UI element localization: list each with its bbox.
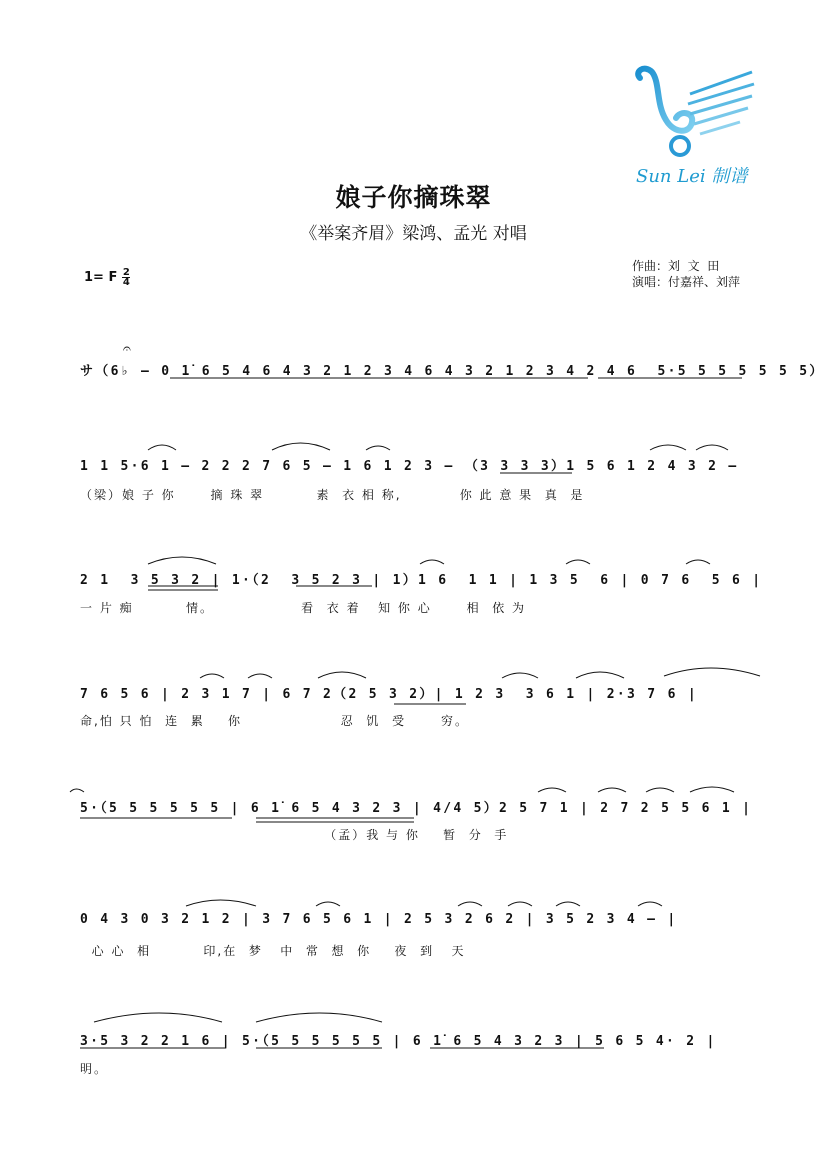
song-title: 娘子你摘珠翠 <box>335 183 492 212</box>
credits <box>632 258 740 290</box>
singers-names: 付嘉祥、刘萍 <box>668 275 741 289</box>
key-label: 1= F <box>84 270 118 285</box>
song-subtitle: 《举案齐眉》梁鸿、孟光 对唱 <box>300 224 527 244</box>
score-line-1: サ（6♭ — 0 1̇ 6 5 4 6 4 3 2 1 2 3 4 6 4 3 2 1 2 3 4 2 4 6 5·5 5 5 5 5 5 5） <box>80 364 825 379</box>
time-signature <box>122 268 130 287</box>
key-signature <box>84 268 130 287</box>
singers-label: 演唱： <box>632 275 669 289</box>
lyric-line-4: 命,怕 只 怕 连 累 你 忍 饥 受 穷。 <box>80 714 469 728</box>
lyric-line-6: 心 心 相 印,在 梦 中 常 想 你 夜 到 天 <box>80 944 466 958</box>
composer-label: 作曲： <box>632 259 669 273</box>
time-denominator: 4 <box>122 277 130 288</box>
logo-text: Sun Lei 制谱 <box>636 166 748 187</box>
score-line-3: 2 1 3 5 3 2 | 1·（2 3 5 2 3 | 1）1 6 1 1 | 1 3 5 6 | 0 7 6 5 6 | <box>80 573 763 588</box>
score-line-7: 3·5 3 2 2 1 6 | 5·（5 5 5 5 5 5 | 6 1̇ 6 5 4 3 2 3 | 5 6 5 4· 2 | <box>80 1034 717 1049</box>
lyric-line-2: （梁）娘 子 你 摘 珠 翠 素 衣 相 称, 你 此 意 果 真 是 <box>80 488 585 502</box>
composer-name: 刘 文 田 <box>668 259 720 273</box>
score-line-4: 7 6 5 6 | 2 3 1 7 | 6 7 2（2 5 3 2）| 1 2 3 3 6 1 | 2·3 7 6 | <box>80 687 698 702</box>
lyric-line-3: 一 片 痴 情。 看 衣 着 知 你 心 相 依 为 <box>80 601 527 615</box>
lyric-line-7: 明。 <box>80 1062 109 1076</box>
score-line-6: 0 4 3 0 3 2 1 2 | 3 7 6 5 6 1 | 2 5 3 2 6 2 | 3 5 2 3 4 — | <box>80 912 678 927</box>
score-line-2: 1 1 5·6 1 — 2 2 2 7 6 5 — 1 6 1 2 3 — （3 3 3 3）1 5 6 1 2 4 3 2 — <box>80 459 739 474</box>
time-numerator: 2 <box>122 267 130 278</box>
lyric-line-5: （孟）我 与 你 暂 分 手 <box>80 828 509 842</box>
fermata-icon: 𝄐 <box>123 341 131 357</box>
score-line-5: 5·（5 5 5 5 5 5 | 6 1̇ 6 5 4 3 2 3 | 4/4 5）2 5 7 1 | 2 7 2 5 5 6 1 | <box>80 801 753 816</box>
